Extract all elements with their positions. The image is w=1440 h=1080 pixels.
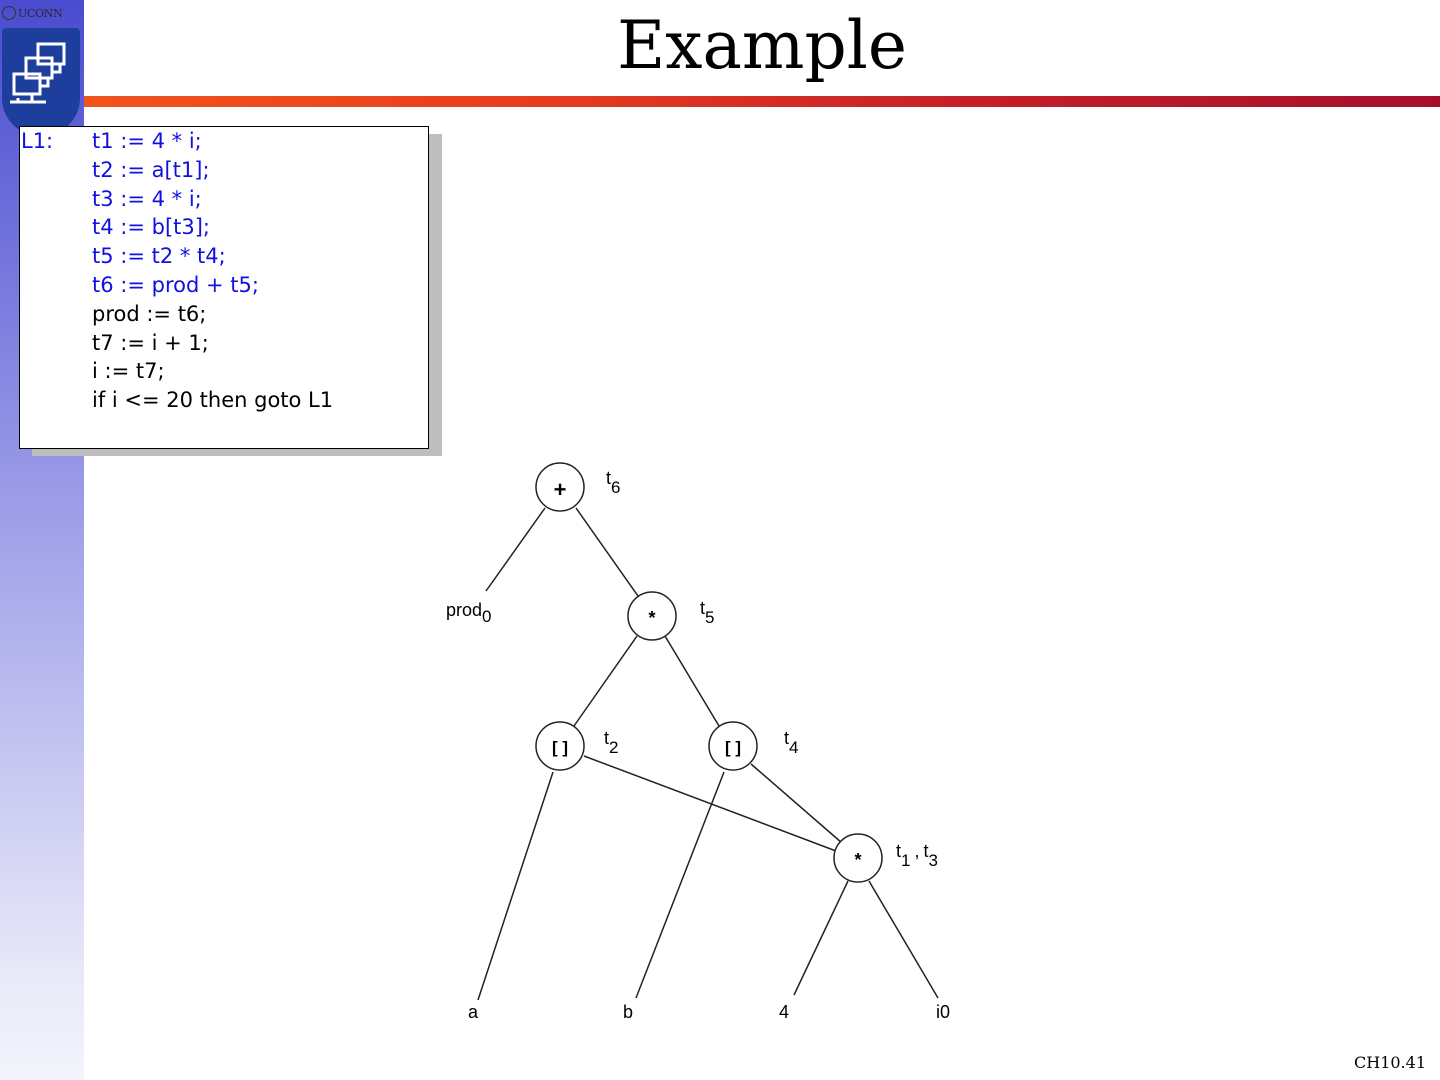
code-line-2: t2 := a[t1]; <box>92 158 210 182</box>
label-t6: t6 <box>606 468 621 497</box>
leaf-i0: i0 <box>935 1002 951 1022</box>
label-t2: t2 <box>604 728 619 757</box>
leaf-b: b <box>622 1002 634 1022</box>
node-index-b-op: [ ] <box>724 738 742 757</box>
edge-idxb-mulbottom <box>751 764 842 843</box>
node-index-a-op: [ ] <box>551 738 569 757</box>
leaf-prod0: prod0 <box>446 600 492 626</box>
label-t1-t3: t1 , t3 <box>896 841 938 870</box>
code-line-6: t6 := prod + t5; <box>92 273 259 297</box>
slide-title: Example <box>617 7 907 84</box>
edge-idxa-a <box>478 772 553 1000</box>
edge-plus-multop <box>576 508 638 596</box>
code-line-9: i := t7; <box>92 359 165 383</box>
code-line-10: if i <= 20 then goto L1 <box>92 388 334 412</box>
node-mul-top-op: * <box>648 608 656 628</box>
code-line-7: prod := t6; <box>92 302 207 326</box>
edge-idxa-mulbottom <box>584 756 836 851</box>
edge-idxb-b <box>636 772 724 998</box>
code-line-1: t1 := 4 * i; <box>92 129 202 153</box>
node-plus-op: + <box>553 477 567 502</box>
edge-plus-prod <box>486 508 545 591</box>
edge-multop-idxb <box>665 636 719 726</box>
node-mul-bottom-op: * <box>854 850 862 870</box>
page-number: CH10.41 <box>1354 1053 1426 1072</box>
code-line-3: t3 := 4 * i; <box>92 187 202 211</box>
code-line-8: t7 := i + 1; <box>92 331 209 355</box>
code-line-4: t4 := b[t3]; <box>92 215 211 239</box>
label-t4: t4 <box>784 728 799 757</box>
code-label-l1: L1: <box>21 129 54 153</box>
uconn-wordmark: UCONN <box>18 6 63 20</box>
edge-multop-idxa <box>574 636 637 726</box>
leaf-4: 4 <box>778 1002 790 1022</box>
edge-mulbottom-4 <box>794 881 848 995</box>
label-t5: t5 <box>700 598 715 627</box>
code-line-5: t5 := t2 * t4; <box>92 244 226 268</box>
leaf-a: a <box>467 1002 479 1022</box>
edge-mulbottom-i0 <box>869 881 938 998</box>
